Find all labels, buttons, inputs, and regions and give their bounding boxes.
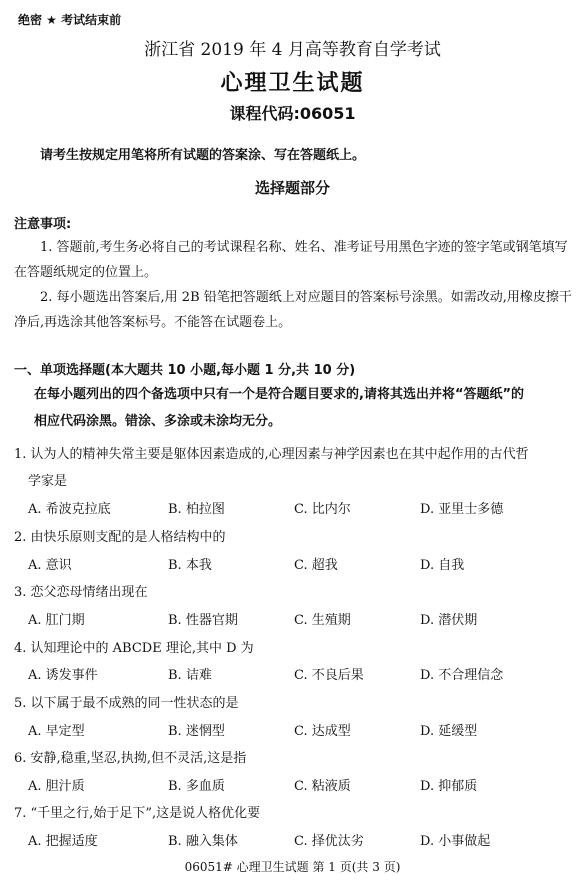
part-instruction-line1: 在每小题列出的四个备选项中只有一个是符合题目要求的,请将其选出并将“答题纸”的	[34, 387, 525, 402]
option-b: B. 诘难	[168, 668, 212, 683]
secret-label: 绝密 ★ 考试结束前	[18, 13, 122, 27]
question-stem: 3. 恋父恋母情绪出现在	[14, 585, 148, 600]
option-d: D. 亚里士多德	[420, 502, 504, 517]
option-a: A. 意识	[28, 558, 72, 573]
page-footer: 06051# 心理卫生试题 第 1 页(共 3 页)	[184, 860, 401, 874]
option-b: B. 柏拉图	[168, 502, 225, 517]
option-c: C. 不良后果	[294, 668, 364, 683]
option-a: A. 把握适度	[28, 834, 98, 849]
question-stem: 6. 安静,稳重,坚忍,执拗,但不灵活,这是指	[14, 751, 247, 766]
option-a: A. 胆汁质	[28, 779, 85, 794]
note-item-2: 2. 每小题选出答案后,用 2B 铅笔把答题纸上对应题目的答案标号涂黑。如需改动,用橡皮擦干净后,再选涂其他答案标号。不能答在试题卷上。	[14, 290, 572, 330]
answer-instruction: 请考生按规定用笔将所有试题的答案涂、写在答题纸上。	[40, 148, 366, 163]
option-d: D. 自我	[420, 558, 465, 573]
question-stem: 2. 由快乐原则支配的是人格结构中的	[14, 530, 226, 545]
option-b: B. 多血质	[168, 779, 225, 794]
question-stem: 1. 认为人的精神失常主要是躯体因素造成的,心理因素与神学因素也在其中起作用的古代哲	[14, 447, 529, 462]
exam-title: 浙江省 2019 年 4 月高等教育自学考试	[144, 40, 441, 60]
option-c: C. 达成型	[294, 724, 351, 739]
option-b: B. 迷惘型	[168, 724, 225, 739]
question-stem-continued: 学家是	[28, 474, 68, 489]
part-heading: 一、单项选择题(本大题共 10 小题,每小题 1 分,共 10 分)	[14, 363, 356, 378]
question-stem: 4. 认知理论中的 ABCDE 理论,其中 D 为	[14, 641, 254, 656]
option-c: C. 比内尔	[294, 502, 351, 517]
course-code: 课程代码:06051	[229, 104, 356, 123]
option-a: A. 诱发事件	[28, 668, 98, 683]
option-d: D. 延缓型	[420, 724, 478, 739]
option-d: D. 小事做起	[420, 834, 491, 849]
part-instruction	[14, 381, 574, 435]
option-d: D. 潜伏期	[420, 613, 478, 628]
option-b: B. 本我	[168, 558, 212, 573]
option-a: A. 希波克拉底	[28, 502, 111, 517]
option-a: A. 肛门期	[28, 613, 85, 628]
subject-title: 心理卫生试题	[220, 71, 365, 96]
section-title: 选择题部分	[254, 179, 330, 197]
option-d: D. 抑郁质	[420, 779, 478, 794]
question-stem: 5. 以下属于最不成熟的同一性状态的是	[14, 696, 239, 711]
option-b: B. 性器官期	[168, 613, 238, 628]
part-instruction-line2: 相应代码涂黑。错涂、多涂或未涂均无分。	[34, 414, 282, 429]
option-c: C. 生殖期	[294, 613, 351, 628]
option-c: C. 超我	[294, 558, 338, 573]
option-a: A. 早定型	[28, 724, 85, 739]
option-c: C. 择优汰劣	[294, 834, 364, 849]
note-item-1: 1. 答题前,考生务必将自己的考试课程名称、姓名、准考证号用黑色字迹的签字笔或钢笔填写在答题纸规定的位置上。	[14, 240, 568, 280]
option-b: B. 融入集体	[168, 834, 238, 849]
option-c: C. 粘液质	[294, 779, 351, 794]
option-d: D. 不合理信念	[420, 668, 504, 683]
notes-heading: 注意事项:	[14, 217, 72, 232]
question-stem: 7. “千里之行,始于足下”,这是说人格优化要	[14, 806, 261, 821]
